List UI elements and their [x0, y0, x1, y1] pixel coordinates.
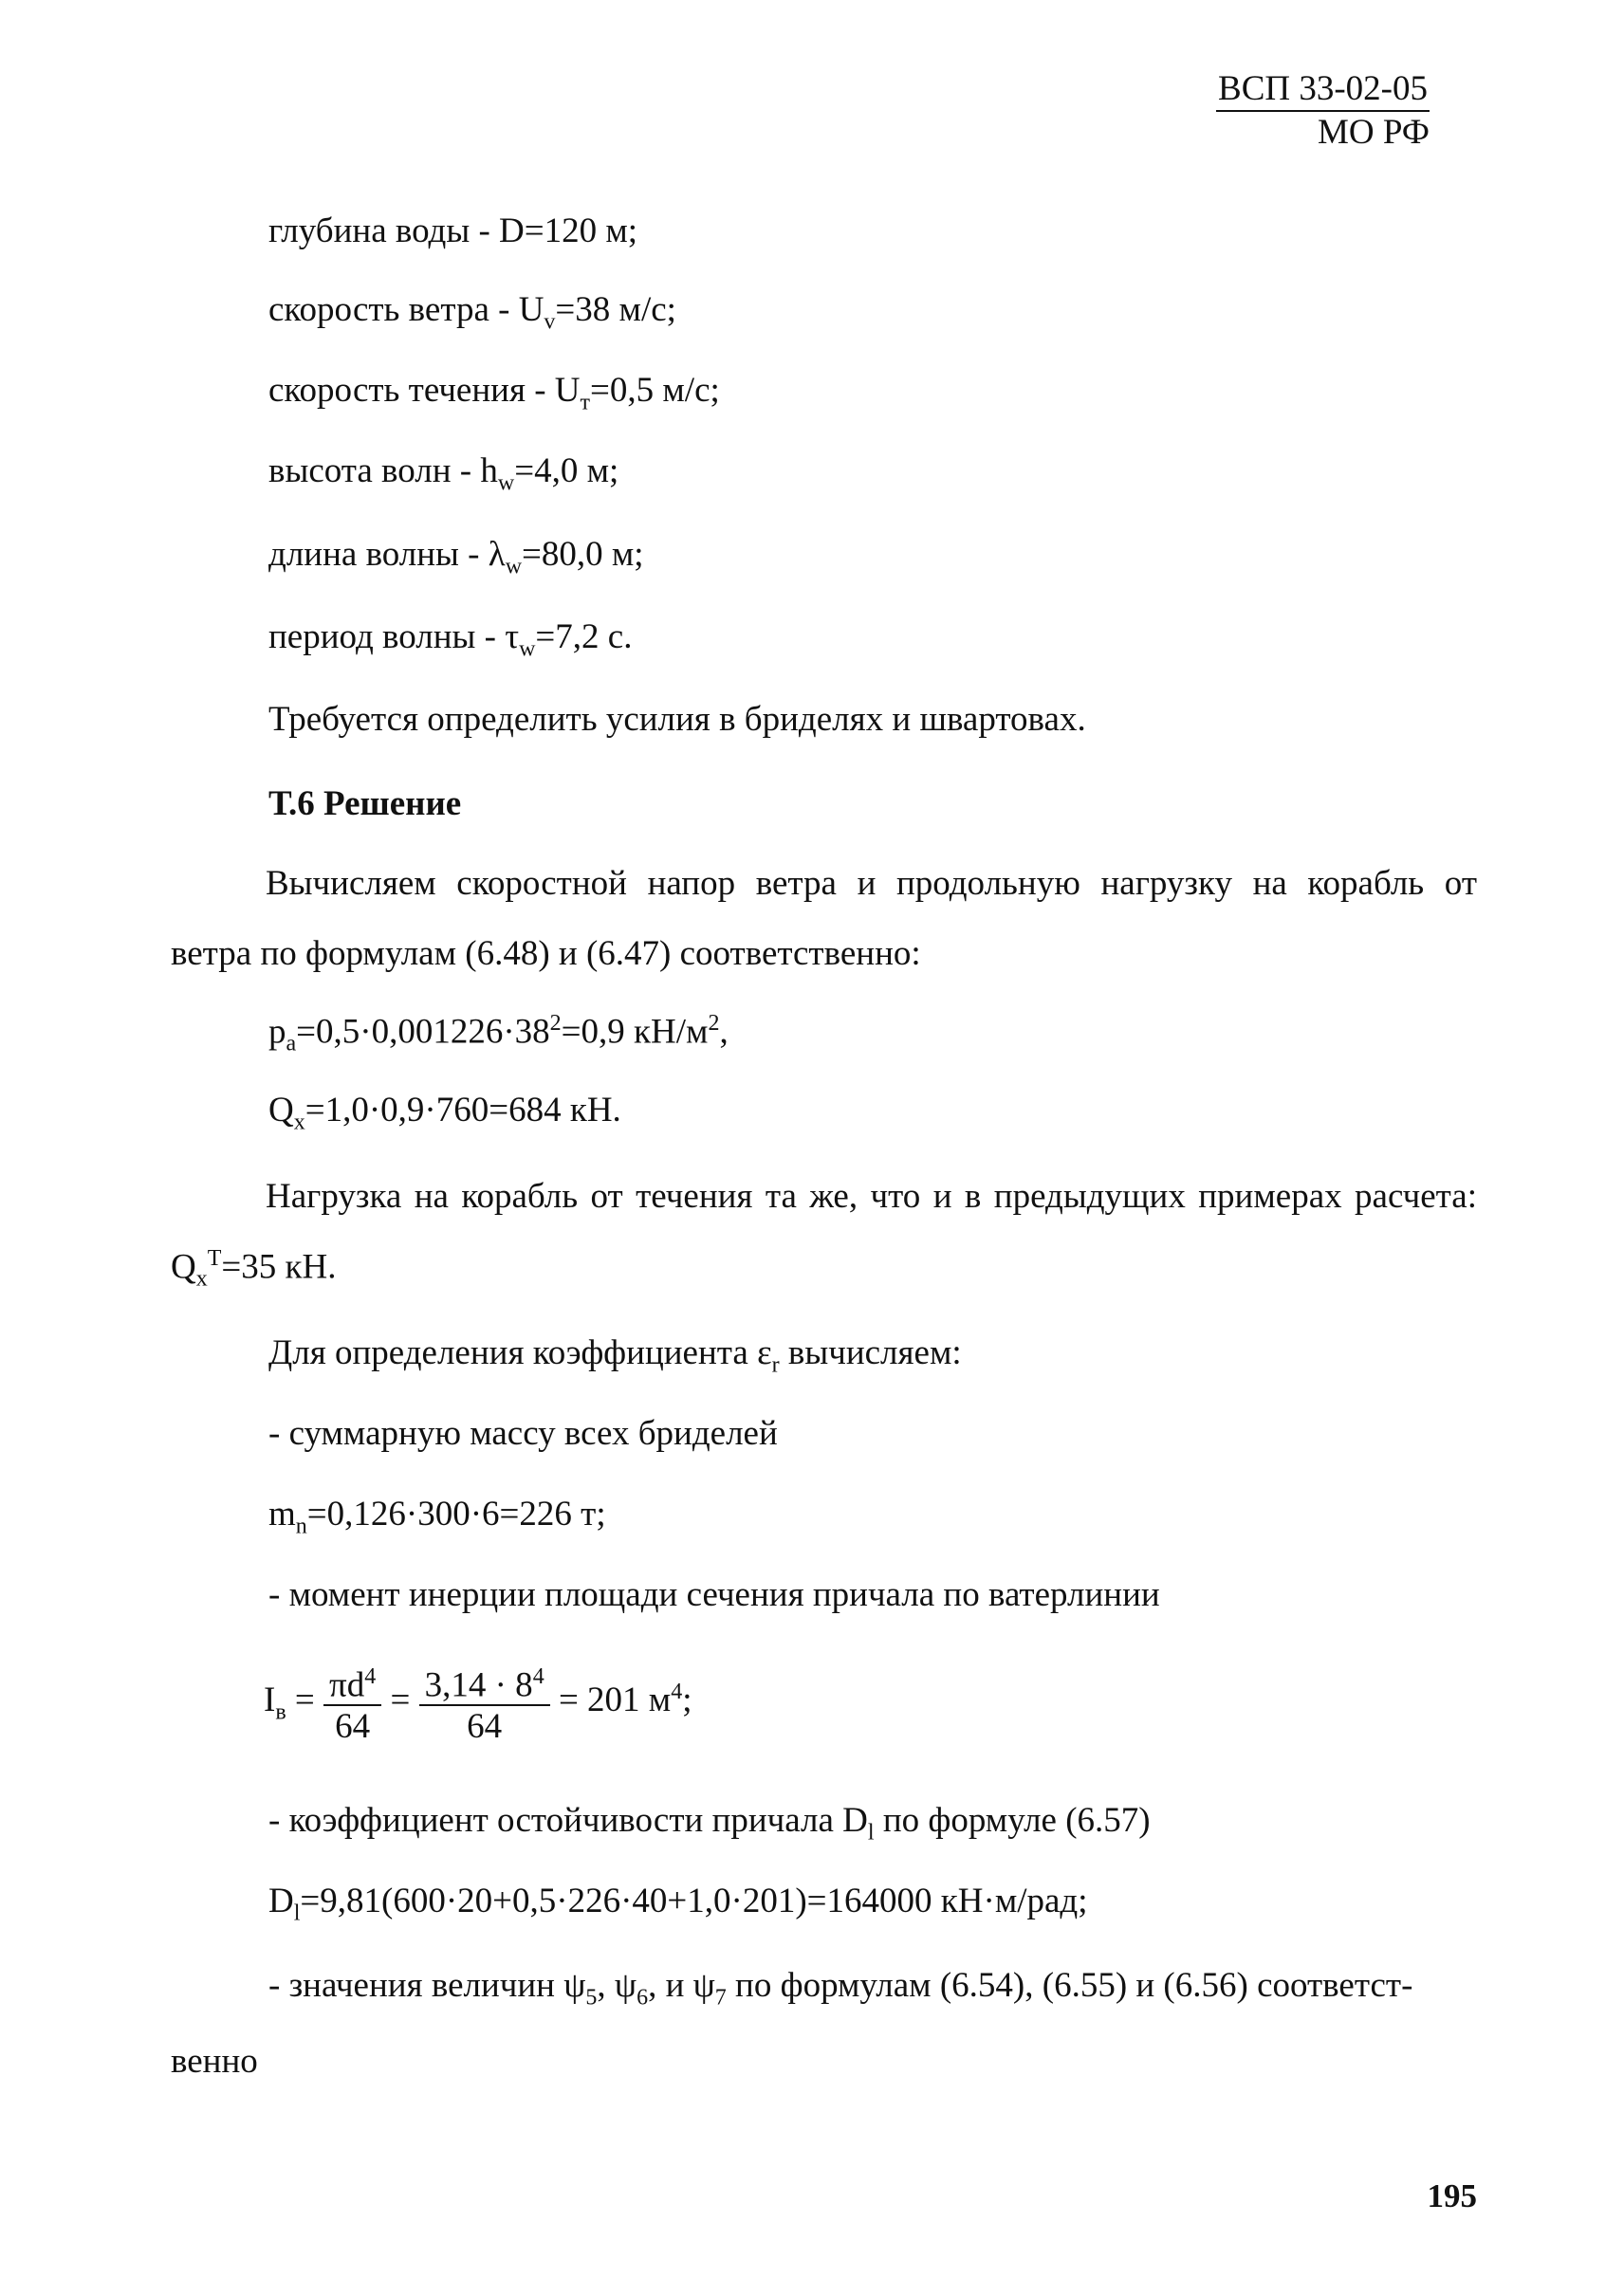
formula-wind-pressure: $p_a=0,5\cdot 0,001226\cdot 38^2=0,9$ $кН/м^2$,: [268, 1011, 729, 1056]
item-bridle-mass: - суммарную массу всех бриделей: [268, 1414, 778, 1453]
formula-wind-load: $Q_x=1,0\cdot 0,9\cdot 760=684$ кН.: [268, 1091, 621, 1135]
formula-current-load: $Q_x^T=35$ кН.: [171, 1246, 337, 1292]
param-depth: глубина воды - D=120 м;: [268, 211, 638, 250]
paragraph-1-line-2: ветра по формулам (6.48) и (6.47) соответственно:: [171, 934, 921, 973]
page-number: 195: [1427, 2177, 1477, 2214]
item-psi-values-continued: венно: [171, 2042, 258, 2081]
formula-moment-of-inertia: $I_в$ = $\frac{\pi d^4}{64}$ = $\frac{3,14 \cdot 8^4}{64}$ = 201 $м^4$;: [264, 1658, 692, 1748]
item-moment-of-inertia: - момент инерции площади сечения причала по ватерлинии: [268, 1575, 1160, 1614]
param-current-speed: скорость течения - $U_т=0,5$ м/с;: [268, 371, 720, 415]
formula-bridle-mass: $m_n=0,126\cdot 300\cdot 6=226$ т;: [268, 1495, 606, 1539]
param-wind-speed: скорость ветра - $U_v=38$ м/с;: [268, 290, 676, 335]
item-stability-coefficient: - коэффициент остойчивости причала $D_l$ по формуле (6.57): [268, 1801, 1151, 1846]
document-header: [1216, 68, 1430, 154]
section-title: Т.6 Решение: [268, 784, 462, 823]
paragraph-1-line-1: Вычисляем скоростной напор ветра и продольную нагрузку на корабль от: [266, 864, 1477, 903]
paragraph-2-line-1: Нагрузка на корабль от течения та же, что и в предыдущих примерах расчета:: [266, 1177, 1477, 1216]
formula-stability-coefficient: $D_l=9,81(600\cdot 20+0,5\cdot 226\cdot 40+1,0\cdot 201)=164000$ кН·м/рад;: [268, 1882, 1088, 1926]
param-wave-height: высота волн - $h_w=4,0$ м;: [268, 451, 619, 496]
param-wave-period: период волны - $\tau_w=7,2$ с.: [268, 617, 633, 662]
organization: МО РФ: [1317, 113, 1430, 152]
standard-code: ВСП 33-02-05: [1216, 68, 1430, 112]
paragraph-3: Для определения коэффициента $\varepsilon_r$ вычисляем:: [268, 1333, 962, 1378]
param-wave-length: длина волны - $\lambda_w=80,0$ м;: [268, 535, 644, 579]
task-statement: Требуется определить усилия в бриделях и швартовах.: [268, 700, 1086, 739]
item-psi-values: - значения величин $\psi_5$, $\psi_6$, и $\psi_7$ по формулам (6.54), (6.55) и (6.56) соответст-: [268, 1966, 1413, 2011]
